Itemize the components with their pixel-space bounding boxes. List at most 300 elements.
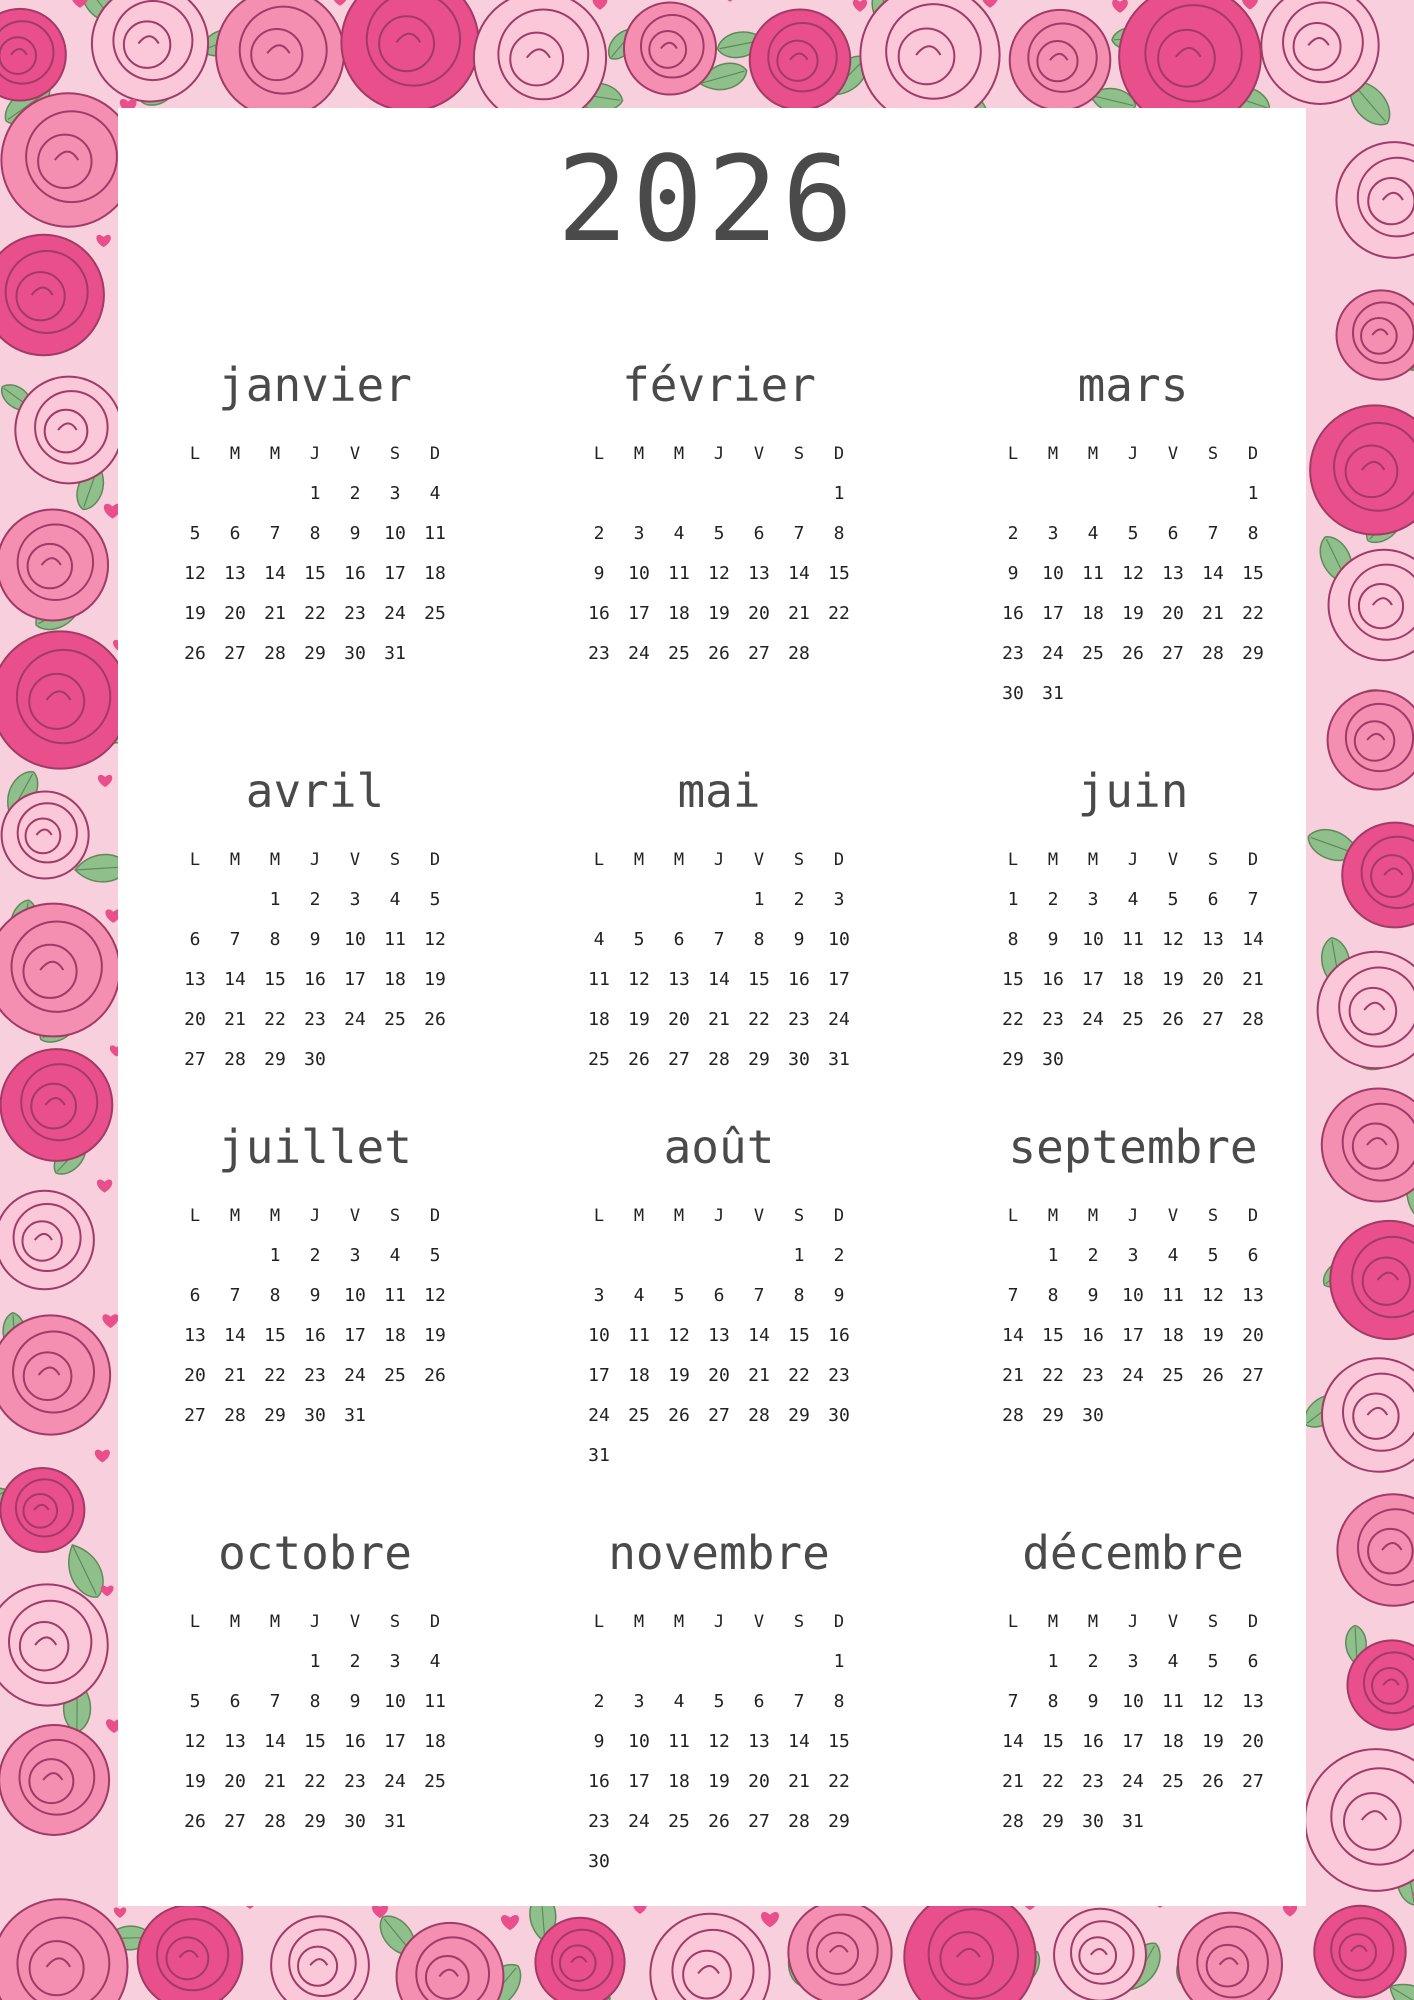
heart-icon [98,775,112,787]
day-cell: 12 [184,563,206,584]
day-cell: 14 [264,1731,286,1752]
day-cell: 24 [628,1811,650,1832]
day-cell: 29 [788,1405,810,1426]
day-cell: 24 [1042,643,1064,664]
day-cell: 17 [1082,969,1104,990]
day-cell: 18 [668,603,690,624]
empty-cell [699,880,739,920]
weekday-label: V [753,444,765,464]
weekday-label: M [673,850,685,870]
weekday-label: S [793,1612,805,1632]
day-cell: 23 [344,1771,366,1792]
day-cell: 23 [304,1009,326,1030]
day-cell: 1 [309,483,321,504]
day-cell: 5 [713,1691,725,1712]
day-cell: 24 [1122,1771,1144,1792]
day-cell: 26 [424,1365,446,1386]
rose-icon [474,0,606,124]
day-cell: 30 [828,1405,850,1426]
day-cell: 21 [264,1771,286,1792]
day-cell: 8 [309,1691,321,1712]
day-cell: 24 [344,1009,366,1030]
day-cell: 22 [1042,1771,1064,1792]
rose-icon [2,791,89,878]
day-cell: 6 [753,1691,765,1712]
day-cell: 14 [1002,1325,1024,1346]
day-cell: 15 [1242,563,1264,584]
month-name: avril [245,764,385,818]
day-cell: 9 [1087,1285,1099,1306]
weekday-label: S [389,1612,401,1632]
day-cell: 23 [588,643,610,664]
day-cell: 28 [1002,1811,1024,1832]
rose-icon [0,1584,108,1705]
day-cell: 21 [1202,603,1224,624]
day-cell: 20 [184,1365,206,1386]
weekday-label: L [593,850,605,870]
day-cell: 6 [1167,523,1179,544]
day-cell: 4 [673,523,685,544]
day-cell: 27 [748,643,770,664]
day-cell: 21 [264,603,286,624]
day-cell: 3 [1047,523,1059,544]
month-4 [574,764,864,1080]
day-cell: 5 [633,929,645,950]
day-cell: 6 [673,929,685,950]
day-cell: 19 [708,603,730,624]
weekday-label: V [1167,444,1179,464]
day-cell: 22 [304,603,326,624]
day-cell: 27 [224,643,246,664]
day-cell: 14 [748,1325,770,1346]
day-cell: 3 [389,1651,401,1672]
empty-cell [215,474,255,514]
month-day-grid [579,840,864,1080]
day-cell: 31 [828,1049,850,1070]
weekday-label: M [269,1206,281,1226]
day-cell: 29 [304,643,326,664]
day-cell: 6 [189,929,201,950]
day-cell: 26 [424,1009,446,1030]
day-cell: 9 [833,1285,845,1306]
day-cell: 28 [224,1049,246,1070]
day-cell: 5 [713,523,725,544]
day-cell: 1 [833,1651,845,1672]
day-cell: 10 [344,1285,366,1306]
empty-cell [739,1236,779,1276]
day-cell: 10 [1042,563,1064,584]
day-cell: 3 [833,889,845,910]
day-cell: 26 [1162,1009,1184,1030]
rose-icon [1322,1358,1414,1471]
month-name: mars [1077,358,1189,412]
day-cell: 28 [1202,643,1224,664]
day-cell: 9 [349,1691,361,1712]
day-cell: 23 [1042,1009,1064,1030]
day-cell: 12 [708,563,730,584]
rose-icon [1261,0,1378,104]
day-cell: 22 [828,1771,850,1792]
rose-icon [0,1899,128,2000]
day-cell: 13 [224,563,246,584]
day-cell: 24 [384,603,406,624]
day-cell: 5 [1167,889,1179,910]
weekday-label: M [1047,1206,1059,1226]
day-cell: 15 [828,563,850,584]
day-cell: 1 [269,1245,281,1266]
heart-icon [102,1314,118,1328]
day-cell: 8 [753,929,765,950]
day-cell: 17 [828,969,850,990]
month-day-grid [175,1196,460,1436]
month-name: janvier [218,358,412,412]
day-cell: 17 [1122,1325,1144,1346]
rose-icon [92,0,208,102]
year-title: 2026 [556,130,858,268]
day-cell: 10 [588,1325,610,1346]
day-cell: 20 [1202,969,1224,990]
day-cell: 4 [633,1285,645,1306]
weekday-label: D [429,1612,441,1632]
weekday-label: L [1007,444,1019,464]
day-cell: 6 [229,1691,241,1712]
day-cell: 11 [424,1691,446,1712]
day-cell: 8 [793,1285,805,1306]
weekday-label: J [1127,1612,1139,1632]
day-cell: 4 [593,929,605,950]
weekday-label: L [189,444,201,464]
weekday-label: S [1207,1612,1219,1632]
weekday-label: M [633,1206,645,1226]
day-cell: 1 [269,889,281,910]
heart-icon [95,1450,110,1463]
day-cell: 25 [424,1771,446,1792]
rose-icon [1178,1913,1282,2000]
day-cell: 4 [389,1245,401,1266]
empty-cell [215,1642,255,1682]
day-cell: 7 [713,929,725,950]
day-cell: 7 [793,523,805,544]
day-cell: 9 [309,929,321,950]
day-cell: 9 [793,929,805,950]
day-cell: 12 [1202,1285,1224,1306]
empty-cell [1153,474,1193,514]
weekday-label: V [753,1206,765,1226]
day-cell: 20 [184,1009,206,1030]
day-cell: 29 [1002,1049,1024,1070]
day-cell: 17 [344,969,366,990]
weekday-label: J [309,850,321,870]
day-cell: 19 [184,603,206,624]
day-cell: 18 [1162,1325,1184,1346]
day-cell: 30 [1082,1811,1104,1832]
day-cell: 17 [588,1365,610,1386]
day-cell: 26 [708,1811,730,1832]
weekday-label: J [713,850,725,870]
day-cell: 31 [588,1445,610,1466]
day-cell: 20 [1242,1731,1264,1752]
day-cell: 15 [264,1325,286,1346]
day-cell: 14 [788,563,810,584]
day-cell: 17 [628,603,650,624]
day-cell: 31 [1042,683,1064,704]
day-cell: 16 [1082,1731,1104,1752]
day-cell: 6 [753,523,765,544]
day-cell: 7 [269,1691,281,1712]
day-cell: 3 [633,523,645,544]
rose-icon [535,1918,624,2000]
day-cell: 27 [184,1049,206,1070]
day-cell: 14 [1202,563,1224,584]
day-cell: 27 [708,1405,730,1426]
weekday-label: M [673,1206,685,1226]
day-cell: 11 [384,1285,406,1306]
day-cell: 13 [184,1325,206,1346]
day-cell: 11 [1122,929,1144,950]
empty-cell [1193,474,1233,514]
day-cell: 3 [1127,1651,1139,1672]
day-cell: 8 [1007,929,1019,950]
day-cell: 9 [593,563,605,584]
day-cell: 30 [1042,1049,1064,1070]
day-cell: 24 [628,643,650,664]
weekday-label: S [389,444,401,464]
day-cell: 1 [753,889,765,910]
month-day-grid [175,434,460,674]
day-cell: 30 [304,1049,326,1070]
day-cell: 13 [1162,563,1184,584]
day-cell: 3 [349,889,361,910]
month-day-grid [175,1602,460,1842]
day-cell: 20 [748,603,770,624]
day-cell: 13 [668,969,690,990]
empty-cell [579,1642,619,1682]
day-cell: 26 [708,643,730,664]
day-cell: 8 [269,929,281,950]
weekday-label: M [1047,1612,1059,1632]
empty-cell [175,1236,215,1276]
empty-cell [1033,474,1073,514]
empty-cell [255,1642,295,1682]
heart-icon [114,1907,126,1917]
month-name: octobre [218,1526,412,1580]
day-cell: 7 [269,523,281,544]
weekday-label: V [1167,1612,1179,1632]
day-cell: 16 [344,1731,366,1752]
day-cell: 18 [424,1731,446,1752]
day-cell: 11 [1082,563,1104,584]
rose-icon [0,1315,110,1434]
day-cell: 11 [628,1325,650,1346]
day-cell: 5 [1207,1651,1219,1672]
day-cell: 29 [1042,1405,1064,1426]
day-cell: 27 [184,1405,206,1426]
day-cell: 19 [1202,1731,1224,1752]
month-7 [574,1120,864,1476]
weekday-label: L [189,1206,201,1226]
day-cell: 30 [788,1049,810,1070]
rose-icon [624,3,716,95]
day-cell: 26 [628,1049,650,1070]
day-cell: 21 [224,1009,246,1030]
day-cell: 23 [828,1365,850,1386]
month-day-grid [579,434,864,674]
day-cell: 9 [349,523,361,544]
day-cell: 30 [1002,683,1024,704]
month-name: août [663,1120,775,1174]
rose-icon [750,9,851,110]
day-cell: 1 [1247,483,1259,504]
day-cell: 9 [593,1731,605,1752]
day-cell: 15 [1002,969,1024,990]
day-cell: 12 [424,1285,446,1306]
day-cell: 2 [793,889,805,910]
day-cell: 22 [1002,1009,1024,1030]
empty-cell [779,1642,819,1682]
day-cell: 10 [344,929,366,950]
day-cell: 11 [1162,1285,1184,1306]
day-cell: 19 [708,1771,730,1792]
month-day-grid [993,1602,1278,1842]
day-cell: 21 [1002,1771,1024,1792]
day-cell: 6 [1247,1651,1259,1672]
day-cell: 2 [309,1245,321,1266]
day-cell: 4 [1167,1651,1179,1672]
weekday-label: M [1047,444,1059,464]
day-cell: 22 [788,1365,810,1386]
weekday-label: D [429,444,441,464]
empty-cell [993,1236,1033,1276]
day-cell: 5 [673,1285,685,1306]
rose-icon [1,1049,113,1161]
weekday-label: J [1127,850,1139,870]
day-cell: 2 [1007,523,1019,544]
day-cell: 17 [344,1325,366,1346]
rose-icon [788,1901,891,2000]
day-cell: 10 [1122,1285,1144,1306]
day-cell: 29 [264,1405,286,1426]
day-cell: 6 [189,1285,201,1306]
day-cell: 4 [1167,1245,1179,1266]
day-cell: 12 [184,1731,206,1752]
day-cell: 18 [1082,603,1104,624]
day-cell: 17 [1042,603,1064,624]
day-cell: 20 [748,1771,770,1792]
empty-cell [659,1236,699,1276]
day-cell: 28 [1002,1405,1024,1426]
day-cell: 16 [588,1771,610,1792]
day-cell: 20 [1162,603,1184,624]
day-cell: 21 [748,1365,770,1386]
weekday-label: M [229,1612,241,1632]
weekday-label: J [713,1206,725,1226]
day-cell: 9 [1087,1691,1099,1712]
day-cell: 3 [633,1691,645,1712]
empty-cell [175,880,215,920]
day-cell: 24 [1122,1365,1144,1386]
weekday-label: D [833,1612,845,1632]
day-cell: 18 [668,1771,690,1792]
day-cell: 27 [1242,1771,1264,1792]
day-cell: 28 [224,1405,246,1426]
empty-cell [619,880,659,920]
day-cell: 5 [189,523,201,544]
day-cell: 12 [708,1731,730,1752]
weekday-label: D [1247,1206,1259,1226]
day-cell: 5 [1127,523,1139,544]
weekday-label: M [229,444,241,464]
day-cell: 5 [429,889,441,910]
month-9 [170,1526,460,1842]
empty-cell [619,474,659,514]
day-cell: 19 [1122,603,1144,624]
weekday-label: S [1207,444,1219,464]
weekday-label: D [833,1206,845,1226]
day-cell: 22 [1242,603,1264,624]
day-cell: 14 [788,1731,810,1752]
day-cell: 22 [264,1365,286,1386]
day-cell: 31 [1122,1811,1144,1832]
rose-icon [1328,691,1414,790]
heart-icon [982,0,998,8]
day-cell: 25 [424,603,446,624]
day-cell: 26 [1122,643,1144,664]
day-cell: 6 [1207,889,1219,910]
day-cell: 28 [264,1811,286,1832]
month-day-grid [175,840,460,1080]
day-cell: 16 [344,563,366,584]
weekday-label: S [389,1206,401,1226]
month-1 [574,358,864,674]
empty-cell [1113,474,1153,514]
empty-cell [659,474,699,514]
day-cell: 3 [593,1285,605,1306]
month-day-grid [993,434,1278,714]
day-cell: 8 [269,1285,281,1306]
weekday-label: S [1207,850,1219,870]
heart-icon [501,1915,519,1930]
weekday-label: D [429,850,441,870]
day-cell: 19 [184,1771,206,1792]
day-cell: 2 [593,523,605,544]
day-cell: 18 [628,1365,650,1386]
day-cell: 17 [384,1731,406,1752]
month-day-grid [993,1196,1278,1436]
rose-icon [1054,1909,1146,2000]
day-cell: 13 [748,563,770,584]
day-cell: 12 [424,929,446,950]
rose-icon [0,631,129,768]
day-cell: 29 [304,1811,326,1832]
day-cell: 28 [708,1049,730,1070]
month-11 [988,1526,1278,1842]
day-cell: 4 [429,483,441,504]
day-cell: 6 [713,1285,725,1306]
day-cell: 23 [344,603,366,624]
day-cell: 22 [264,1009,286,1030]
day-cell: 17 [1122,1731,1144,1752]
rose-icon [1330,1221,1414,1339]
day-cell: 28 [788,1811,810,1832]
day-cell: 8 [1047,1691,1059,1712]
rose-icon [1310,405,1414,534]
day-cell: 30 [588,1851,610,1872]
weekday-label: M [269,1612,281,1632]
day-cell: 12 [1162,929,1184,950]
day-cell: 22 [748,1009,770,1030]
day-cell: 26 [184,1811,206,1832]
day-cell: 18 [384,1325,406,1346]
